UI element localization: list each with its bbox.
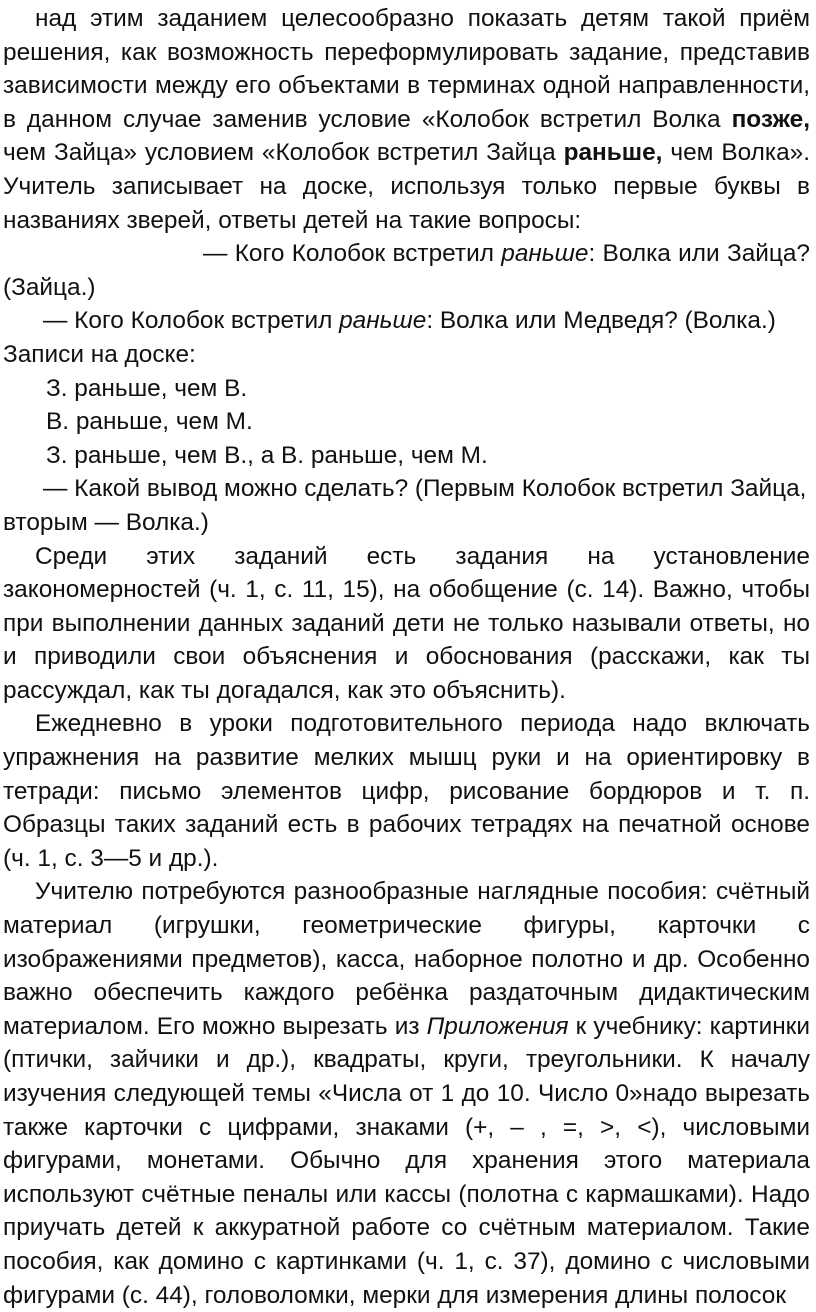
paragraph-text: чем Волка». Учитель записывает на доске, используя только первые буквы в названиях зверей, ответы детей на такие вопросы:	[3, 139, 810, 234]
question-text: : Волка или Зайца? (Зайца.)	[3, 240, 810, 301]
paragraph-text: чем Зайца» условием «Колобок встретил Зайца	[3, 139, 564, 167]
paragraph-text: к учебнику: картинки (птички, зайчики и др.), квадраты, круги, треугольники. К началу изучения следующей темы «Числа от 1 до 10. Число 0»надо вырезать также карточки с цифрами, знаками (+, – , =, >, <), числовыми фигурами, монетами. Обычно для хранения этого материала используют счётные пеналы или кассы (полотна с кармашками). Надо приучать детей к аккуратной работе со счётным материалом. Такие пособия, как домино с картинками (ч. 1, с. 37), домино с числовыми фигурами (с. 44), головоломки, мерки для измерения длины полосок	[3, 1012, 810, 1309]
board-record-2: В. раньше, чем М.	[46, 408, 253, 436]
board-record-3: З. раньше, чем В., а В. раньше, чем М.	[46, 441, 488, 469]
italic-word-earlier: раньше	[501, 240, 589, 268]
italic-word-earlier: раньше	[339, 307, 427, 335]
bold-word-earlier: раньше,	[563, 139, 663, 167]
question-2	[3, 304, 810, 371]
italic-word-appendix: Приложения	[426, 1012, 569, 1040]
question-3: — Какой вывод можно сделать? (Первым Колобок встретил Зайца, вторым — Волка.)	[3, 475, 807, 536]
question-1	[3, 237, 810, 304]
paragraph-patterns: Среди этих заданий есть задания на установление закономерностей (ч. 1, с. 11, 15), на обобщение (с. 14). Важно, чтобы при выполнении данных заданий дети не только называли ответы, но и приводили свои объяснения и обоснования (расскажи, как ты рассуждал, как ты догадался, как это объяснить).	[3, 542, 810, 704]
paragraph-intro	[3, 2, 810, 237]
board-record-1: З. раньше, чем В.	[46, 374, 248, 402]
paragraph-text: Учителю потребуются разнообразные наглядные пособия: счётный материал (игрушки, геометрические фигуры, карточки с изображениями предметов), касса, наборное полотно и др. Особенно важно обеспечить каждого ребёнка раздаточным дидактическим материалом. Его можно вырезать из	[3, 878, 810, 1040]
question-text: — Кого Колобок встретил	[43, 307, 340, 335]
paragraph-materials	[3, 875, 810, 1312]
bold-word-later: позже,	[731, 105, 810, 133]
paragraph-exercises: Ежедневно в уроки подготовительного периода надо включать упражнения на развитие мелких мышц руки и на ориентировку в тетради: письмо элементов цифр, рисование бордюров и т. п. Образцы таких заданий есть в рабочих тетрадях на печатной основе (ч. 1, с. 3—5 и др.).	[3, 710, 810, 872]
question-text: : Волка или Медведя? (Волка.) Записи на доске:	[3, 307, 776, 368]
question-text: — Кого Колобок встретил	[203, 240, 502, 268]
paragraph-text: над этим заданием целесообразно показать детям такой приём решения, как возможность переформулировать задание, представив зависимости между его объектами в терминах одной направленности, в данном случае заменив условие «Колобок встретил Волка	[3, 5, 810, 133]
